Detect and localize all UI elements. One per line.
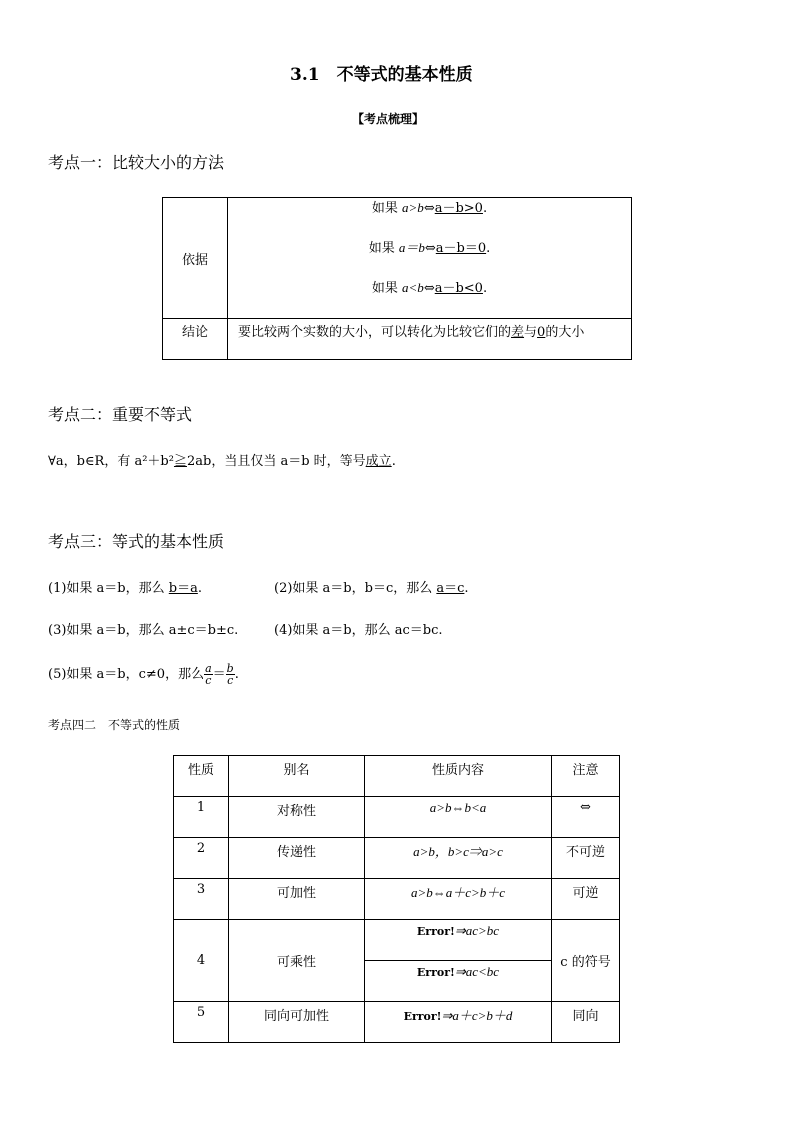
row-name: 同向可加性 — [229, 1002, 365, 1043]
row-note: 不可逆 — [552, 838, 620, 879]
equality-property-3: (3)如果 a＝b，那么 a±c＝b±c. — [48, 623, 239, 638]
table-row — [174, 879, 620, 920]
table-row — [174, 920, 620, 961]
equality-property-5: (5)如果 a＝b，c≠0，那么 $\frac{a}{c}$ ＝ $\frac{b}{c}$ . — [48, 662, 239, 687]
row-no: 1 — [174, 797, 229, 838]
row-content: a>b⇔b<a — [365, 797, 552, 838]
topic3-heading: 考点三：等式的基本性质 — [48, 532, 225, 551]
row-no: 3 — [174, 879, 229, 920]
row-name: 可加性 — [229, 879, 365, 920]
row-content: Error!⇒a＋c>b＋d — [365, 1002, 552, 1043]
equality-property-1: (1)如果 a＝b，那么 b＝a. — [48, 581, 202, 596]
row-name: 传递性 — [229, 838, 365, 879]
topic1-heading: 考点一：比较大小的方法 — [48, 153, 225, 172]
inequality-properties-table — [173, 755, 620, 1043]
row-content: a>b，b>c⇒a>c — [365, 838, 552, 879]
fraction-a-over-c: $\frac{a}{c}$ — [205, 662, 212, 687]
header-cell: 性质 — [174, 756, 229, 797]
row-no: 2 — [174, 838, 229, 879]
row-note: 可逆 — [552, 879, 620, 920]
row-note: c 的符号 — [552, 920, 620, 1002]
equality-property-4: (4)如果 a＝b，那么 ac＝bc. — [274, 623, 443, 638]
row-content-positive-c: Error!⇒ac>bc — [365, 920, 552, 961]
header-cell: 别名 — [229, 756, 365, 797]
basis-label-cell — [163, 198, 228, 319]
header-cell: 注意 — [552, 756, 620, 797]
basis-line-2: 如果 a＝b⇔a－b＝0. — [368, 240, 491, 256]
conclusion-label-cell — [163, 319, 228, 360]
table-row — [174, 838, 620, 879]
fraction-b-over-c: $\frac{b}{c}$ — [226, 662, 234, 687]
important-inequality: ∀a，b∈R，有 a²＋b²≧2ab，当且仅当 a＝b 时，等号成立. — [48, 454, 396, 469]
header-cell: 性质内容 — [365, 756, 552, 797]
row-no: 4 — [174, 920, 229, 1002]
table-row — [174, 1002, 620, 1043]
compare-method-table — [162, 197, 632, 360]
row-no: 5 — [174, 1002, 229, 1043]
row-content-negative-c: Error!⇒ac<bc — [365, 961, 552, 1002]
conclusion-text: 要比较两个实数的大小，可以转化为比较它们的差与0的大小 — [238, 325, 585, 340]
conclusion-content-cell — [228, 319, 632, 360]
topic2-heading: 考点二：重要不等式 — [48, 405, 193, 424]
section-heading: 【考点梳理】 — [352, 112, 425, 126]
basis-content-cell — [228, 198, 632, 319]
basis-label: 依据 — [181, 252, 208, 268]
table-row — [174, 797, 620, 838]
row-content: a>b⇔a＋c>b＋c — [365, 879, 552, 920]
basis-line-3: 如果 a<b⇔a－b<0. — [371, 280, 488, 296]
basis-line-1: 如果 a>b⇔a－b>0. — [371, 200, 488, 216]
row-name: 可乘性 — [229, 920, 365, 1002]
page-title: 3.1 不等式的基本性质 — [290, 65, 473, 85]
row-note: 同向 — [552, 1002, 620, 1043]
conclusion-label: 结论 — [181, 325, 208, 340]
equality-property-2: (2)如果 a＝b，b＝c，那么 a＝c. — [274, 581, 469, 596]
topic4-heading: 考点四二 不等式的性质 — [48, 718, 181, 732]
table-header-row — [174, 756, 620, 797]
row-name: 对称性 — [229, 797, 365, 838]
row-note: ⇔ — [552, 797, 620, 838]
